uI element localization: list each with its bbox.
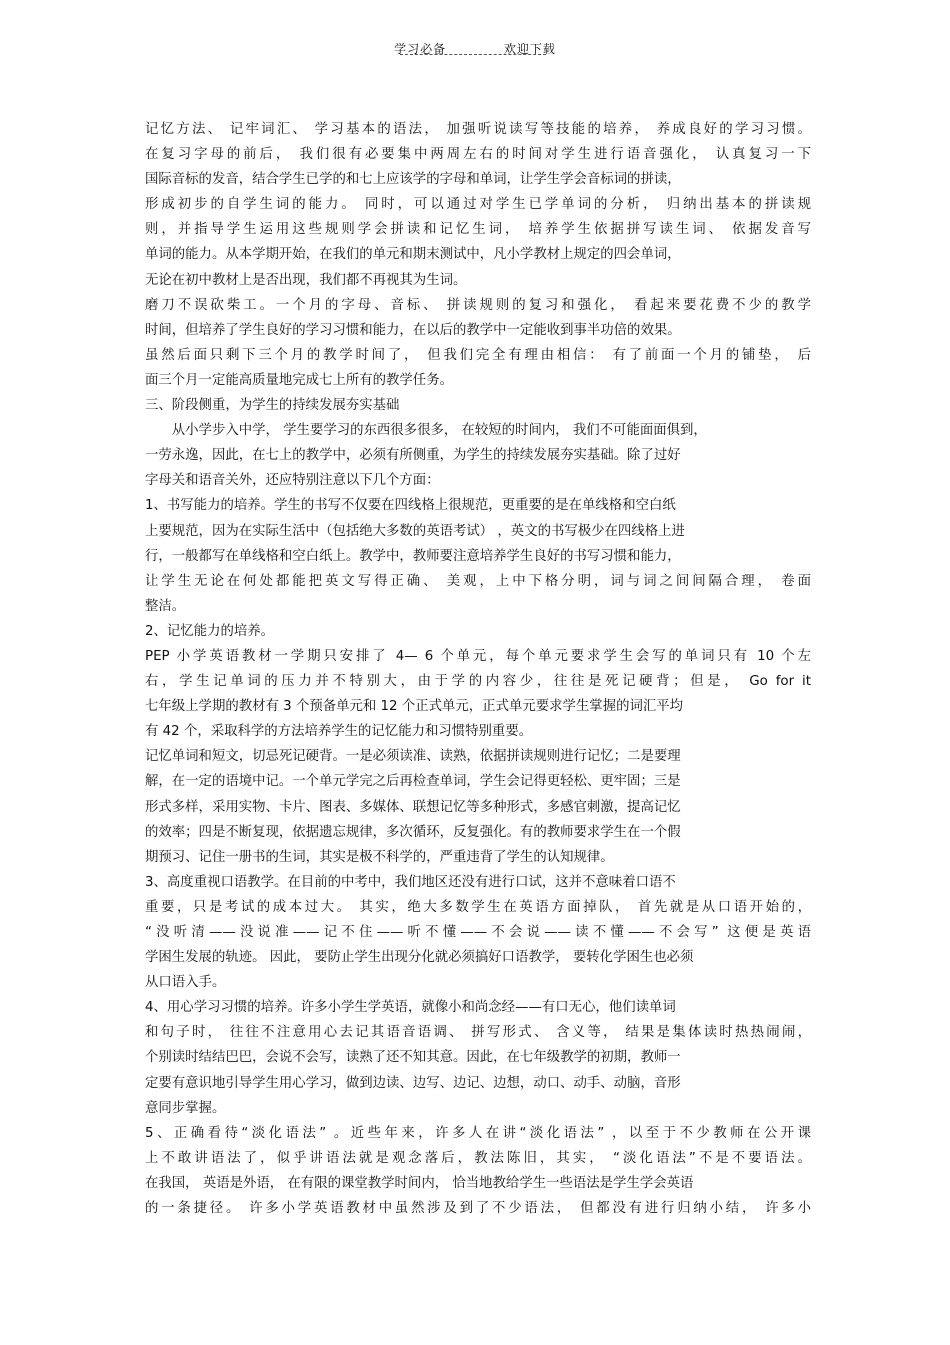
text-line: 国际音标的发音，结合学生已学的和七上应该学的字母和单词，让学生学会音标词的拼读， (145, 172, 681, 188)
text-line: 形成初步的自学生词的能力。 同时，可以通过对学生已学单词的分析， 归纳出基本的拼读规 (145, 197, 811, 213)
text-line: 七年级上学期的教材有 3 个预备单元和 12 个正式单元，正式单元要求学生掌握的词汇平均 (145, 699, 684, 715)
text-line: 从口语入手。 (145, 975, 226, 991)
text-line: 记忆单词和短文，切忌死记硬背。一是必须读准、读熟，依据拼读规则进行记忆；二是要理 (145, 749, 681, 765)
text-line: 虽然后面只剩下三个月的教学时间了， 但我们完全有理由相信： 有了前面一个月的铺垫， 后 (145, 347, 811, 363)
text-line: 2、记忆能力的培养。 (145, 623, 275, 639)
text-line: “没听清——没说准——记不住——听不懂——不会说——读不懂——不会写” 这便是英语 (145, 925, 811, 940)
text-line: 从小学步入中学， 学生要学习的东西很多很多， 在较短的时间内， 我们不可能面面俱到， (145, 423, 707, 439)
text-line: 形式多样，采用实物、卡片、图表、多媒体、联想记忆等多种形式，多感官刺激，提高记忆 (145, 799, 681, 815)
text-line: 上要规范，因为在实际生活中（包括绝大多数的英语考试） ，英文的书写极少在四线格上进 (145, 523, 685, 539)
text-line: 的一条捷径。 许多小学英语教材中虽然涉及到了不少语法， 但都没有进行归纳小结， 许多小 (145, 1201, 811, 1217)
text-line: PEP 小学英语教材一学期只安排了 4— 6 个单元，每个单元要求学生会写的单词只有 10 个左 (145, 648, 811, 664)
text-line: 期预习、记住一册书的生词，其实是极不科学的，严重违背了学生的认知规律。 (145, 849, 614, 865)
text-line: 的效率；四是不断复现，依据遗忘规律，多次循环，反复强化。有的教师要求学生在一个假 (145, 824, 681, 840)
text-line: 时间，但培养了学生良好的学习习惯和能力，在以后的教学中一定能收到事半功倍的效果。 (145, 322, 681, 338)
text-line: 重要，只是考试的成本过大。 其实，绝大多数学生在英语方面掉队， 首先就是从口语开始的， (145, 899, 811, 915)
text-line: 整洁。 (145, 598, 186, 614)
header-divider (400, 54, 546, 55)
text-line: 字母关和语音关外，还应特别注意以下几个方面： (145, 473, 440, 489)
text-line: 4、用心学习习惯的培养。许多小学生学英语，就像小和尚念经——有口无心，他们读单词 (145, 1000, 676, 1016)
text-line: 学困生发展的轨迹。 因此， 要防止学生出现分化就必须搞好口语教学， 要转化学困生也必须 (145, 950, 694, 966)
text-line: 在复习字母的前后， 我们很有必要集中两周左右的时间对学生进行语音强化， 认真复习一下 (145, 147, 811, 163)
text-line: 让学生无论在何处都能把英文写得正确、 美观，上中下格分明，词与词之间间隔合理， 卷面 (145, 573, 811, 589)
text-line: 单词的能力。从本学期开始，在我们的单元和期末测试中，凡小学教材上规定的四会单词， (145, 247, 681, 263)
text-line: 个别读时结结巴巴，会说不会写，读熟了还不知其意。因此，在七年级教学的初期，教师一 (145, 1050, 681, 1066)
text-line: 意同步掌握。 (145, 1100, 226, 1116)
text-line: 记忆方法、 记牢词汇、 学习基本的语法， 加强听说读写等技能的培养， 养成良好的学习习惯。 (145, 122, 811, 137)
text-line: 三、阶段侧重，为学生的持续发展夯实基础 (145, 398, 400, 414)
text-line: 有 42 个，采取科学的方法培养学生的记忆能力和习惯特别重要。 (145, 724, 533, 740)
text-line: 右，学生记单词的压力并不特别大，由于学的内容少，往往是死记硬背；但是， Go for it (145, 674, 811, 690)
document-body (145, 117, 811, 1221)
text-line: 1、书写能力的培养。学生的书写不仅要在四线格上很规范，更重要的是在单线格和空白纸 (145, 498, 676, 514)
text-line: 解，在一定的语境中记。一个单元学完之后再检查单词，学生会记得更轻松、更牢固；三是 (145, 774, 681, 790)
header-title: 学习必备 (394, 42, 447, 56)
text-line: 定要有意识地引导学生用心学习，做到边读、边写、边记、边想，动口、动手、动脑，音形 (145, 1075, 681, 1091)
text-line: 在我国， 英语是外语， 在有限的课堂教学时间内， 恰当地教给学生一些语法是学生学会英语 (145, 1175, 694, 1191)
text-line: 则，并指导学生运用这些规则学会拼读和记忆生词， 培养学生依据拼写读生词、 依据发音写 (145, 222, 811, 238)
text-line: 和句子时， 往往不注意用心去记其语音语调、 拼写形式、 含义等， 结果是集体读时热热闹闹， (145, 1025, 811, 1041)
text-line: 无论在初中教材上是否出现，我们都不再视其为生词。 (145, 272, 467, 288)
text-line: 上不敢讲语法了，似乎讲语法就是观念落后，教法陈旧，其实， “淡化语法”不是不要语法。 (145, 1150, 811, 1166)
text-line: 一劳永逸，因此，在七上的教学中，必须有所侧重，为学生的持续发展夯实基础。除了过好 (145, 448, 681, 464)
text-line: 5、正确看待“淡化语法” 。近些年来，许多人在讲“淡化语法” ，以至于不少教师在公开课 (145, 1125, 811, 1141)
header-subtitle: 欢迎下载 (503, 42, 556, 56)
text-line: 行，一般都写在单线格和空白纸上。教学中，教师要注意培养学生良好的书写习惯和能力， (145, 548, 681, 564)
text-line: 磨刀不误砍柴工。一个月的字母、音标、 拼读规则的复习和强化， 看起来要花费不少的教学 (145, 297, 811, 313)
text-line: 面三个月一定能高质量地完成七上所有的教学任务。 (145, 372, 453, 388)
text-line: 3、高度重视口语教学。在目前的中考中，我们地区还没有进行口试，这并不意味着口语不 (145, 874, 676, 890)
